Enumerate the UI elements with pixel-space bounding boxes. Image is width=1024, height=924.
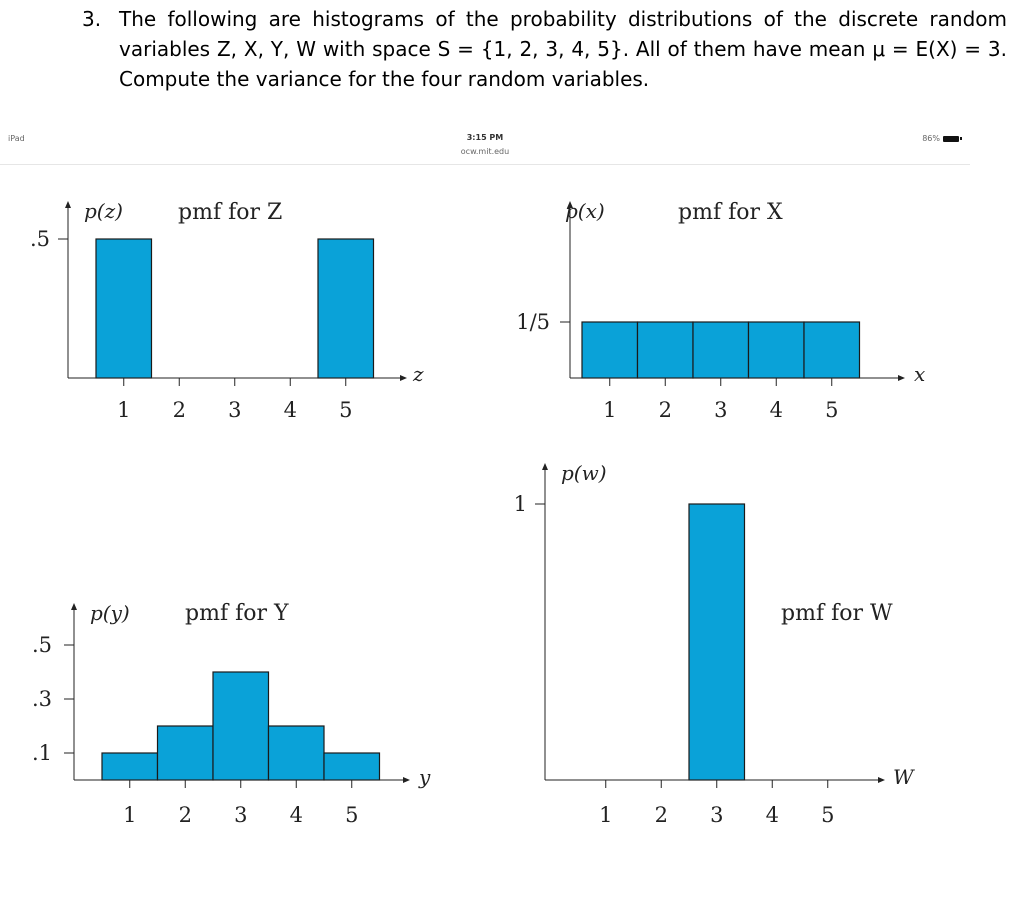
chart4-x-tick-label-4: 4 bbox=[765, 803, 779, 827]
chart2-bar-1 bbox=[582, 322, 638, 378]
chart3-y-axis-arrow bbox=[71, 603, 77, 610]
chart2-x-tick-label-3: 3 bbox=[714, 398, 728, 422]
chart3-x-tick-label-2: 2 bbox=[178, 803, 192, 827]
chart3-bar-1 bbox=[102, 753, 158, 780]
chart2-title: pmf for X bbox=[678, 200, 783, 225]
status-url: ocw.mit.edu bbox=[460, 147, 510, 156]
chart4-x-label: W bbox=[893, 765, 914, 789]
battery-indicator bbox=[922, 134, 962, 143]
chart4-bar-3 bbox=[689, 504, 745, 780]
chart4-x-axis-arrow bbox=[878, 777, 885, 783]
chart1-bar-1 bbox=[96, 239, 152, 378]
chart3-bar-5 bbox=[324, 753, 380, 780]
chart2-bar-3 bbox=[693, 322, 749, 378]
chart4-title: pmf for W bbox=[781, 601, 893, 626]
chart4-x-tick-label-1: 1 bbox=[599, 803, 613, 827]
chart3-y-tick-label-0: .5 bbox=[31, 633, 52, 657]
chart4-y-tick-label-0: 1 bbox=[513, 492, 527, 516]
chart1-x-axis-arrow bbox=[400, 375, 407, 381]
ipad-status-bar bbox=[0, 128, 970, 165]
chart3-bar-2 bbox=[158, 726, 214, 780]
device-label: iPad bbox=[8, 134, 25, 143]
chart3-x-tick-label-5: 5 bbox=[345, 803, 359, 827]
chart3-bar-4 bbox=[269, 726, 325, 780]
chart2-x-label: x bbox=[914, 362, 926, 386]
chart3-x-label: y bbox=[419, 765, 431, 789]
chart1-bar-5 bbox=[318, 239, 374, 378]
chart1-x-label: z bbox=[413, 362, 424, 386]
battery-icon bbox=[943, 136, 959, 142]
chart3-x-tick-label-1: 1 bbox=[123, 803, 137, 827]
chart1-x-tick-label-4: 4 bbox=[283, 398, 297, 422]
chart1-y-tick-label-0: .5 bbox=[29, 227, 50, 251]
chart4-x-tick-label-5: 5 bbox=[821, 803, 835, 827]
chart2-x-tick-label-2: 2 bbox=[658, 398, 672, 422]
chart3-x-tick-label-3: 3 bbox=[234, 803, 248, 827]
chart2-y-label: p(x) bbox=[565, 199, 605, 223]
histograms-figure bbox=[0, 164, 1024, 864]
chart1-y-axis-arrow bbox=[65, 201, 71, 208]
chart3-bar-3 bbox=[213, 672, 269, 780]
battery-percent: 86% bbox=[922, 134, 940, 143]
chart2-bar-2 bbox=[638, 322, 694, 378]
chart2-bar-5 bbox=[804, 322, 860, 378]
chart1-title: pmf for Z bbox=[178, 200, 283, 225]
status-time: 3:15 PM bbox=[466, 133, 504, 142]
chart4-y-label: p(w) bbox=[561, 461, 607, 485]
chart2-bar-4 bbox=[749, 322, 805, 378]
chart1-x-tick-label-3: 3 bbox=[228, 398, 242, 422]
chart3-x-axis-arrow bbox=[403, 777, 410, 783]
chart1-x-tick-label-2: 2 bbox=[172, 398, 186, 422]
chart2-y-tick-label-0: 1/5 bbox=[516, 310, 550, 334]
chart1-y-label: p(z) bbox=[84, 199, 123, 223]
chart1-x-tick-label-5: 5 bbox=[339, 398, 353, 422]
chart1-x-tick-label-1: 1 bbox=[117, 398, 131, 422]
chart3-y-tick-label-2: .1 bbox=[31, 741, 52, 765]
problem-text: The following are histograms of the probability distributions of the discrete random variables Z, X, Y, W with space S = {1, 2, 3, 4, 5}. All of them have mean μ = E(X) = 3. Compute the variance for the four random variables. bbox=[119, 7, 1007, 91]
chart2-x-tick-label-5: 5 bbox=[825, 398, 839, 422]
chart2-x-tick-label-1: 1 bbox=[603, 398, 617, 422]
chart3-title: pmf for Y bbox=[185, 601, 289, 626]
chart3-x-tick-label-4: 4 bbox=[289, 803, 303, 827]
chart2-x-tick-label-4: 4 bbox=[769, 398, 783, 422]
chart4-x-tick-label-2: 2 bbox=[654, 803, 668, 827]
problem-number: 3. bbox=[82, 7, 102, 31]
chart3-y-label: p(y) bbox=[90, 601, 130, 625]
chart3-y-tick-label-1: .3 bbox=[31, 687, 52, 711]
chart4-x-tick-label-3: 3 bbox=[710, 803, 724, 827]
chart4-y-axis-arrow bbox=[542, 463, 548, 470]
chart2-x-axis-arrow bbox=[898, 375, 905, 381]
